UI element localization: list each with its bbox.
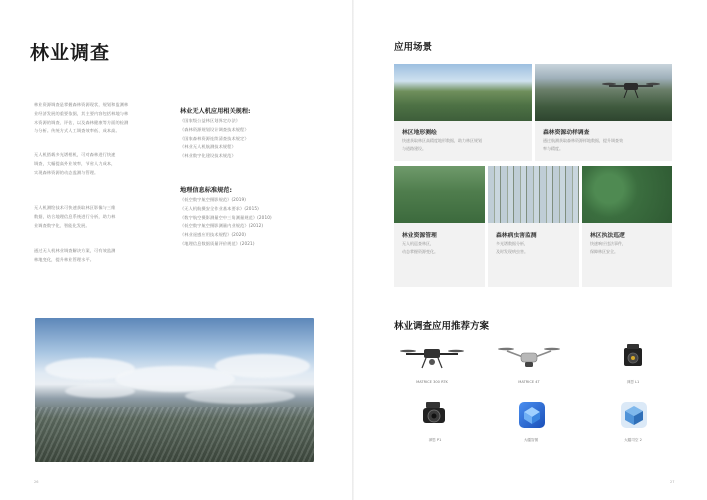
text-line: 通过航测获取森林资源样地数据，提升调查效 [543,138,623,143]
text-line: 及时发现病虫害。 [496,248,528,254]
scenario-card-pest-monitoring [488,166,579,287]
lidar-camera-icon [604,340,662,376]
product-caption: 大疆智图 [523,438,539,442]
text-line: 保障林区安全。 [590,248,618,254]
text-line: 业经济发展的重要依据，其主要内容包括林地与林 [34,110,129,116]
page-number-left: 26 [34,480,39,484]
text-line: 实现森林资源的动态监测与管理。 [34,169,99,175]
text-line: 与分析。传统方式人工调查效率低、成本高。 [34,128,120,134]
text-line: 快速响应违法事件， [590,241,626,246]
text-line: 木资源的调查、评估，以及森林健康等方面的检测 [34,119,129,125]
intro-paragraph-2 [34,151,164,177]
standards-heading: 地理信息标准规范: [180,187,232,194]
scenario-desc [590,240,666,255]
product-flighthub [604,398,662,443]
product-caption: 禅思 L1 [626,380,640,384]
product-caption: MATRICE 300 RTK [416,380,448,384]
right-page [354,0,707,500]
text-line: 多光谱数据分析， [496,241,528,246]
scenario-desc [543,137,666,152]
page-title: 林业调查 [30,42,111,64]
product-zenmuse-p1 [406,398,464,443]
policy-list [180,117,330,161]
scenario-desc [402,240,479,255]
text-line: 快速获取林区高精度地形数据，助力林区规划 [402,138,482,143]
product-matrice-4t [497,340,561,384]
scenario-card-resource-management [394,166,485,287]
flighthub-software-icon [604,398,662,434]
scenario-card-terrain [394,64,532,161]
scenario-title: 林区地形测绘 [402,130,437,136]
policy-heading: 林业无人机应用相关规程: [180,108,251,115]
drone-in-image [535,64,672,121]
left-page [0,0,353,500]
product-zenmuse-l1 [604,340,662,385]
scenario-title: 森林病虫害监测 [496,233,537,239]
text-line: 业调查数字化、智能化发展。 [34,222,90,228]
text-line: 数据，结合地理信息系统进行分析，助力林 [34,213,116,219]
list-item: 《地理信息数据质量评价规范》(2021) [180,240,255,246]
scenario-title: 森林资源动样调查 [543,130,590,136]
list-item: 《低空数字航空摄影规范》(2019) [180,197,246,202]
text-line: 无人机巡查林区， [402,241,434,246]
intro-paragraph-3 [34,204,164,230]
intro-paragraph-4 [34,247,164,265]
list-item: 《国家级公益林区划界定办法》 [180,118,241,123]
text-line: 率与精度。 [543,145,563,151]
list-item: 《国家森林资源连续清查技术规定》 [180,135,249,141]
scenario-title: 林区执法巡逻 [590,233,625,239]
text-line: 动态掌握资源变化。 [402,248,438,254]
list-item: 《无人机航摄安全作业基本要求》(2015) [180,205,259,211]
text-line: 林地变化，提升林业管理水平。 [34,256,95,262]
text-line: 无人机搭载多光谱相机，可对森林进行快速 [34,152,116,157]
scenario-image [394,166,485,223]
standards-list [180,196,330,249]
product-caption: 大疆司空 2 [624,438,642,442]
text-line: 通过无人机林业调查解决方案，可有效监测 [34,248,116,253]
list-item: 《低空数字航空摄影测量内业规范》(2012) [180,223,264,229]
list-item: 《林业数字化建设技术规范》 [180,153,236,159]
scenarios-title: 应用场景 [394,42,433,53]
scenario-desc [496,240,573,255]
text-line: 与道路建设。 [402,145,426,151]
product-caption: 禅思 P1 [428,438,442,442]
scenario-card-sample-survey [535,64,672,161]
list-item: 《林业遥感应用技术规程》(2020) [180,232,246,238]
drone-icon [497,340,561,376]
list-item: 《林业无人机航测技术规程》 [180,144,236,150]
scenario-title: 林业资源管理 [402,233,437,239]
scenario-image [488,166,579,223]
list-item: 《森林资源规划设计调查技术规程》 [180,126,249,132]
scenario-image [582,166,672,223]
product-matrice-300 [400,340,464,384]
drone-icon [400,340,464,376]
camera-icon [406,398,464,434]
text-line: 调查，大幅提高外业效率，节省人力成本， [34,160,116,166]
text-line: 无人机测绘技术可快速获取林区影像与三维 [34,205,116,210]
text-line: 林业资源调查是掌握森林资源现状，规划和监测林 [34,102,129,107]
product-dji-terra [502,398,560,443]
product-caption: MATRICE 4T [518,380,540,384]
list-item: 《数字航空摄影测量空中三角测量规范》(2010) [180,214,272,220]
scenario-image [535,64,672,121]
scenario-card-patrol [582,166,672,287]
forest-aerial-photo [35,318,314,462]
scenario-desc [402,137,526,152]
terra-software-icon [502,398,560,434]
intro-paragraph-1 [34,101,164,136]
solutions-title: 林业调查应用推荐方案 [394,321,490,332]
page-number-right: 27 [670,480,675,484]
scenario-image [394,64,532,121]
